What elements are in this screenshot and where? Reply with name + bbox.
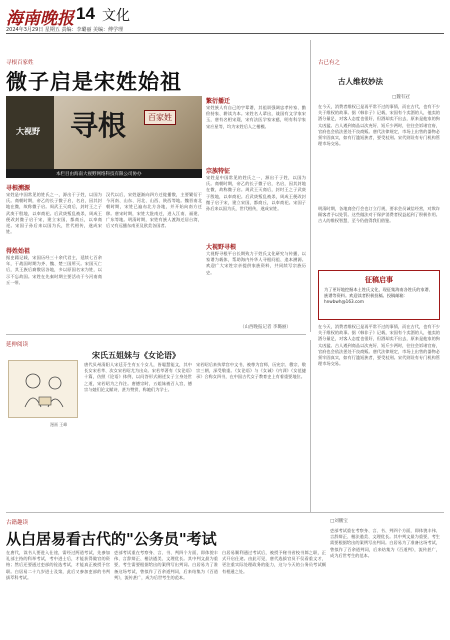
column-divider: [310, 340, 311, 512]
mid-body-col1: 唐代贝州清阳人宋廷芬生有五个女儿，皆聪慧能文，其中长女宋若莘、次女宋若昭尤为出众。宋若莘著有《女论语》十篇，仿照《论语》体例，以问答形式阐述女子立身处世之道，宋若昭为之作注。唐德宗时，五姐妹被召入宫，德宗与她们论文赋诗，甚为赞赏，称她们为学士。: [84, 362, 192, 392]
recruit-title: 征稿启事: [365, 276, 393, 284]
photo-strip: [6, 169, 202, 178]
right-headline: 古人维权妙法: [338, 77, 383, 86]
main-body-col1: 宋姓是中国常见的姓氏之一，源出于子姓，以国为氏。商朝时期，帝乙的长子微子启，名启，因其封地在微，故称微子启。周武王灭商后，封纣王之子武庚于殷地，以奉商祀。后武庚叛乱被杀，周成王便改封微子启于宋，建立宋国，都商丘，以奉商祀。宋国子孙后来以国为氏，世代相传，遂成宋姓。: [6, 192, 102, 235]
mid-headline: 宋氏五姐妹与《女论语》: [92, 351, 180, 360]
photo-badge: 百家姓: [144, 110, 176, 125]
bottom-headline: 从白居易看古代的"公务员"考试: [6, 530, 217, 548]
bottom-body-col3: 白居易顺利通过考试后，被授予秘书省校书郎之职，正式开启仕途。由此可见，唐代选拔官员不仅看重文才，更注重实际处理政务的能力，这与今天的公务员考试颇有相通之处。: [222, 550, 326, 574]
main-headline: 微子启是宋姓始祖: [6, 69, 182, 94]
masthead-divider: [6, 33, 444, 34]
cartoon-sketch: [15, 367, 73, 413]
mid-kicker: 延伸阅读: [6, 342, 29, 348]
main-body-col2: 据史籍记载，宋国历经三十余代君主，延续七百余年，于战国时期为齐、魏、楚三国所灭。宋国灭亡后，其王族后裔散居各地，多以原国名宋为姓，以示不忘故国。宋姓在先秦时期主要活动于今河南商丘一带。: [6, 255, 102, 285]
bottom-byline: □刘鹏宝: [330, 519, 348, 524]
mid-body-col2: 宋若昭后来执掌宫中文书，被尊为宫师，历宪宗、穆宗、敬宗三朝，深受敬重。《女论语》与《女诫》《内训》《女范捷录》合称女四书，在中国古代女子教育史上有着重要地位。: [196, 362, 306, 380]
main-author: （山西晚报记者 李璐丽）: [240, 325, 291, 330]
photo-strip-caption: 本栏目由海南大视野网络科技有限公司协办: [56, 172, 142, 177]
right-body-3: 在今天，消费者维权已是再平常不过的事情，而在古代，也有不少关于维权的故事。据《韩非子》记载，宋国有个卖酒的人，他卖的酒分量足，对客人态度也很好，但酒却卖不出去，原来是他家的狗太凶猛。古人遇到商品以次充好、短斤少两时，往往会诉诸官府，官府也会依法惩处不良商贩。唐代法律规定，市场上出售的器物必须牢固真实，如有行滥短狭者，要受杖刑。宋代则设有专门机构管理市场交易。: [318, 324, 440, 367]
bottom-body-col1: 在唐代，读书人要进入仕途，需经过两道考试，先参加礼部主持的科举考试，考中进士后，才能获得做官的资格；然后还要通过吏部的铨选考试，才能真正被授予官职。白居易二十九岁进士及第，此后又参加吏部的书判拔萃科考试。: [6, 550, 110, 580]
subhead-roots: 寻根溯源: [6, 185, 31, 192]
main-body-col5: 大视野寻根平台长期致力于姓氏文化研究与传播，以家谱为载体，帮助海内外华人寻根问祖、追本溯源。欢迎广大宋姓宗亲提供家族资料，共同续写宗族历史。: [206, 251, 306, 275]
main-body-col3: 汉代以后，宋姓逐渐向四方迁徙播散，主要繁衍于今河南、山东、河北、山西、陕西等地。魏晋南北朝时期，宋姓已遍布北方各地，并开始向南方迁移。唐宋时期，宋姓大批南迁，进入江南、福建、广东等地。明清时期，宋姓有族人渡海迁居台湾，后又有远播东南亚及欧美各国者。: [106, 192, 202, 229]
bottom-kicker: 古籍趣读: [6, 520, 29, 526]
photo-left-panel: [6, 96, 54, 178]
bottom-body-col4: 吏部考试重在考察身、言、书、判四个方面，即体貌丰伟、言辞辩正、楷法遒美、文理优长。其中判文最为重要，考生需要根据给出的案例写出判词。白居易为了准备这场考试，曾拟作了百余道判词，后来结集为《百道判》，流传甚广，成为后世考生的范本。: [330, 528, 440, 558]
subhead-clan: 宗族特征: [206, 168, 231, 175]
newspaper-logo: 海南晚报: [6, 9, 74, 29]
subhead-platform: 大视野寻根: [206, 244, 237, 251]
recruit-text: 为了更好地挖掘本土姓氏文化，现征集海南各姓氏的家谱、族谱等资料。欢迎读者积极投稿。投稿邮箱：hnwbwh@163.com: [324, 287, 433, 304]
section-name: 文化: [102, 8, 130, 24]
main-body-col5a: 宋姓是中国常见的姓氏之一，源出于子姓，以国为氏。商朝时期，帝乙的长子微子启，名启，因其封地在微，故称微子启。周武王灭商后，封纣王之子武庚于殷地，以奉商祀。后武庚叛乱被杀，周成王便改封微子启于宋，建立宋国，都商丘，以奉商祀。宋国子孙后来以国为氏，世代相传，遂成宋姓。: [206, 175, 306, 212]
cartoon-caption: 漫画 王峰: [50, 422, 68, 427]
section-divider: [6, 512, 444, 513]
page-number: 14: [76, 4, 95, 23]
right-byline: □魏有冠: [392, 95, 410, 100]
recruit-box: [318, 270, 440, 320]
main-photo: [6, 96, 202, 178]
bottom-body-col2: 吏部考试重在考察身、言、书、判四个方面，即体貌丰伟、言辞辩正、楷法遒美、文理优长。其中判文最为重要，考生需要根据给出的案例写出判词。白居易为了准备这场考试，曾拟作了百余道判词，后来结集为《百道判》，流传甚广，成为后世考生的范本。: [114, 550, 218, 580]
photo-calligraphy: 寻根: [70, 109, 127, 142]
main-kicker: 寻根百家姓: [6, 60, 34, 66]
right-body: 在今天，消费者维权已是再平常不过的事情，而在古代，也有不少关于维权的故事。据《韩非子》记载，宋国有个卖酒的人，他卖的酒分量足，对客人态度也很好，但酒却卖不出去，原来是他家的狗太凶猛。古人遇到商品以次充好、短斤少两时，往往会诉诸官府，官府也会依法惩处不良商贩。唐代法律规定，市场上出售的器物必须牢固真实，如有行滥短狭者，要受杖刑。宋代则设有专门机构管理市场交易。: [318, 104, 440, 147]
date-line: 2024年3月29日 星期五 责编：李璐丽 美编：傅学理: [6, 27, 124, 33]
right-kicker: 古已有之: [318, 60, 341, 66]
subhead-spread: 繁衍播迁: [206, 98, 231, 105]
right-body-2: 明清时期，各地商会行会也订立行规，要求会员诚信经营，对欺诈顾客者予以处罚。这些做法对于保护消费者权益起到了积极作用。古人的维权智慧，至今仍值得我们借鉴。: [318, 206, 440, 224]
subhead-ancestor: 得姓始祖: [6, 248, 31, 255]
column-divider: [310, 40, 311, 332]
photo-left-text: 大视野: [16, 126, 40, 136]
cartoon-illustration: [8, 360, 78, 418]
main-body-col4: 宋姓族人有自己的字辈谱，其祖训强调忠孝传家、勤俭持家、耕读为本。宋姓名人辈出，战国有文学家宋玉，唐有名相宋璟，宋有法医学家宋慈，明有科学家宋应星等，均为宋姓后人之楷模。: [206, 105, 306, 129]
section-divider: [6, 334, 306, 335]
